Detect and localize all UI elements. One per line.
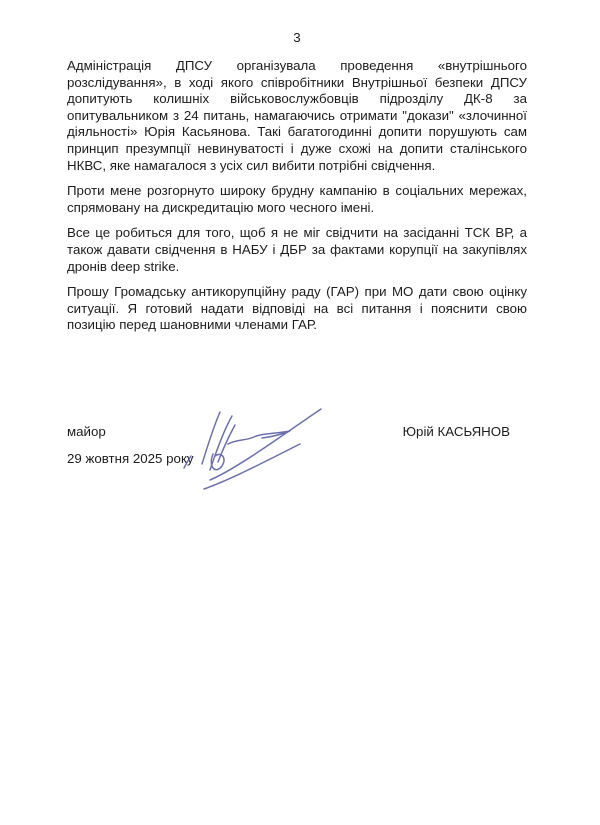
handwritten-signature [180, 398, 335, 493]
signature-name: Юрій КАСЬЯНОВ [402, 423, 510, 439]
signature-date: 29 жовтня 2025 року [67, 450, 194, 466]
signature-rank: майор [67, 423, 106, 439]
letter-body [67, 58, 527, 334]
paragraph-request: Прошу Громадську антикорупційну раду (ГАР) при МО дати свою оцінку ситуації. Я готовий надати відповіді на всі питання і пояснити свою позицію перед шановними членами ГАР. [67, 284, 527, 333]
paragraph-campaign: Проти мене розгорнуто широку брудну кампанію в соціальних мережах, спрямовану на дискредитацію мого чесного імені. [67, 183, 527, 215]
paragraph-investigation: Адміністрація ДПСУ організувала проведення «внутрішнього розслідування», в ході якого співробітники Внутрішньої безпеки ДПСУ допитують колишніх військовослужбовців підрозділу ДК-8 за опитувальником з 24 питань, намагаючись отримати "докази" «злочинної діяльності» Юрія Касьянова. Такі багатогодинні допити порушують сам принцип презумпції невинуватості і дуже схожі на допити сталінського НКВС, яке намагалося з усіх сил вибити потрібні свідчення. [67, 58, 527, 173]
page-number: 3 [293, 30, 301, 45]
paragraph-reason: Все це робиться для того, щоб я не міг свідчити на засіданні ТСК ВР, а також давати свідчення в НАБУ і ДБР за фактами корупції на закупівлях дронів deep strike. [67, 225, 527, 274]
